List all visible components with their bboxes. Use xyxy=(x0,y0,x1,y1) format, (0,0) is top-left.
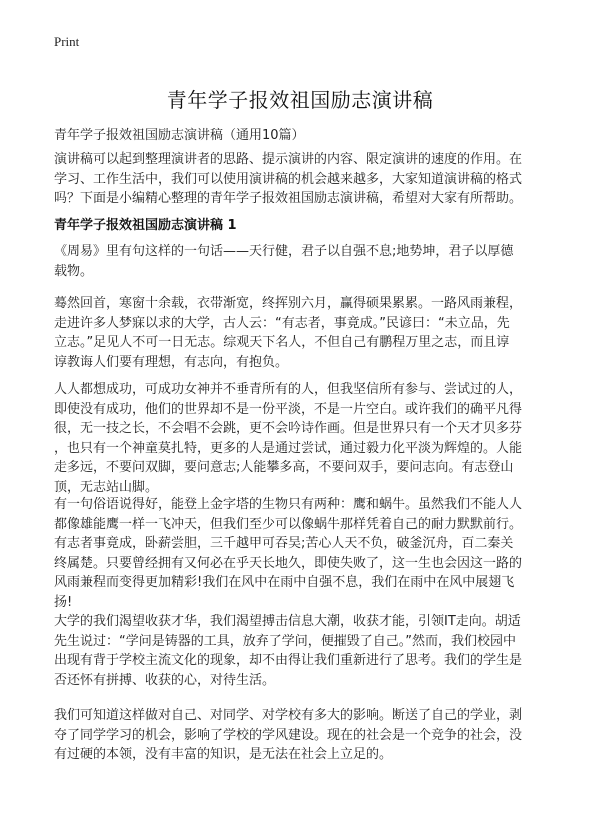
text-line: 走多远，不要问双脚，要问意志;人能攀多高，不要问双手，要问志向。有志登山 xyxy=(54,460,514,475)
text-line: 风雨兼程而变得更加精彩!我们在风中在雨中自强不息，我们在雨中在风中展翅飞 xyxy=(54,575,515,590)
text-line: 扬! xyxy=(54,594,73,610)
text-line: 很，无一技之长，不会唱不会跳，更不会吟诗作画。但是世界只有一个天才贝多芬 xyxy=(54,421,523,436)
text-line: 有过硬的本领，没有丰富的知识，是无法在社会上立足的。 xyxy=(54,747,393,762)
text-line: 出现有背于学校主流文化的现象，却不由得让我们重新进行了思考。我们的学生是 xyxy=(54,653,523,668)
text-line: 学习、工作生活中，我们可以使用演讲稿的机会越来越多，大家知道演讲稿的格式 xyxy=(54,171,523,187)
text-line: 我们可知道这样做对自己、对同学、对学校有多大的影响。断送了自己的学业，剥 xyxy=(54,708,523,723)
text-line: 先生说过：“学问是铸器的工具，放弃了学问，便摧毁了自己。”然而，我们校园中 xyxy=(54,633,516,649)
page-title: 青年学子报效祖国励志演讲稿 xyxy=(166,88,434,112)
section-heading: 青年学子报效祖国励志演讲稿 1 xyxy=(54,218,237,233)
text-line: 走进许多人梦寐以求的大学，古人云：“有志者，事竟成。”民谚曰：“未立品，先 xyxy=(54,315,510,331)
text-line: 载物。 xyxy=(54,263,94,279)
text-line: 顶，无志站山脚。 xyxy=(54,479,159,495)
text-line: 演讲稿可以起到整理演讲者的思路、提示演讲的内容、限定演讲的速度的作用。在 xyxy=(54,152,523,167)
paragraph-2 xyxy=(54,294,554,372)
text-line: ，也只有一个神童莫扎特，更多的人是通过尝试，通过毅力化平淡为辉煌的。人能 xyxy=(54,440,523,456)
text-line: 都像雄能鹰一样一飞冲天，但我们至少可以像蜗牛那样凭着自己的耐力默默前行。 xyxy=(54,516,523,532)
print-label[interactable]: Print xyxy=(54,34,80,49)
paragraph-6 xyxy=(54,706,554,765)
text-line: 夺了同学学习的机会，影响了学校的学风建设。现在的社会是一个竞争的社会，没 xyxy=(54,727,523,743)
text-line: 即使没有成功，他们的世界却不是一份平淡，不是一片空白。或许我们的确平凡得 xyxy=(54,401,523,417)
text-line: 否还怀有拼搏、收获的心，对待生活。 xyxy=(54,672,276,688)
text-line: 有志者事竟成，卧薪尝胆，三千越甲可吞吴;苦心人天不负，破釜沉舟，百二秦关 xyxy=(54,536,514,551)
text-line: 终属楚。只要曾经拥有又何必在乎天长地久，即使失败了，这一生也会因这一路的 xyxy=(54,555,523,571)
text-line: 《周易》里有句这样的一句话——天行健，君子以自强不息;地势坤，君子以厚德 xyxy=(54,244,514,259)
text-line: 人人都想成功，可成功女神并不垂青所有的人，但我坚信所有参与、尝试过的人， xyxy=(54,382,523,397)
paragraph-4 xyxy=(54,495,554,612)
text-line: 蓦然回首，寒窗十余载，衣带渐宽，终挥别六月，赢得硕果累累。一路风雨兼程， xyxy=(54,296,523,311)
text-line: 谆教诲人们要有理想，有志向，有抱负。 xyxy=(54,354,289,370)
text-line: 有一句俗语说得好，能登上金字塔的生物只有两种：鹰和蜗牛。虽然我们不能人人 xyxy=(54,497,523,512)
paragraph-5 xyxy=(54,612,554,690)
document-subtitle: 青年学子报效祖国励志演讲稿（通用10篇） xyxy=(54,128,305,143)
text-line: 大学的我们渴望收获才华，我们渴望搏击信息大潮，收获才能，引领IT走向。胡适 xyxy=(54,614,521,629)
intro-paragraph xyxy=(54,150,554,209)
text-line: 吗？下面是小编精心整理的青年学子报效祖国励志演讲稿，希望对大家有所帮助。 xyxy=(54,191,523,206)
text-line: 立志。”足见人不可一日无志。综观天下名人，不但自己有鹏程万里之志，而且谆 xyxy=(54,335,510,350)
paragraph-1 xyxy=(54,242,554,281)
paragraph-3 xyxy=(54,380,554,497)
